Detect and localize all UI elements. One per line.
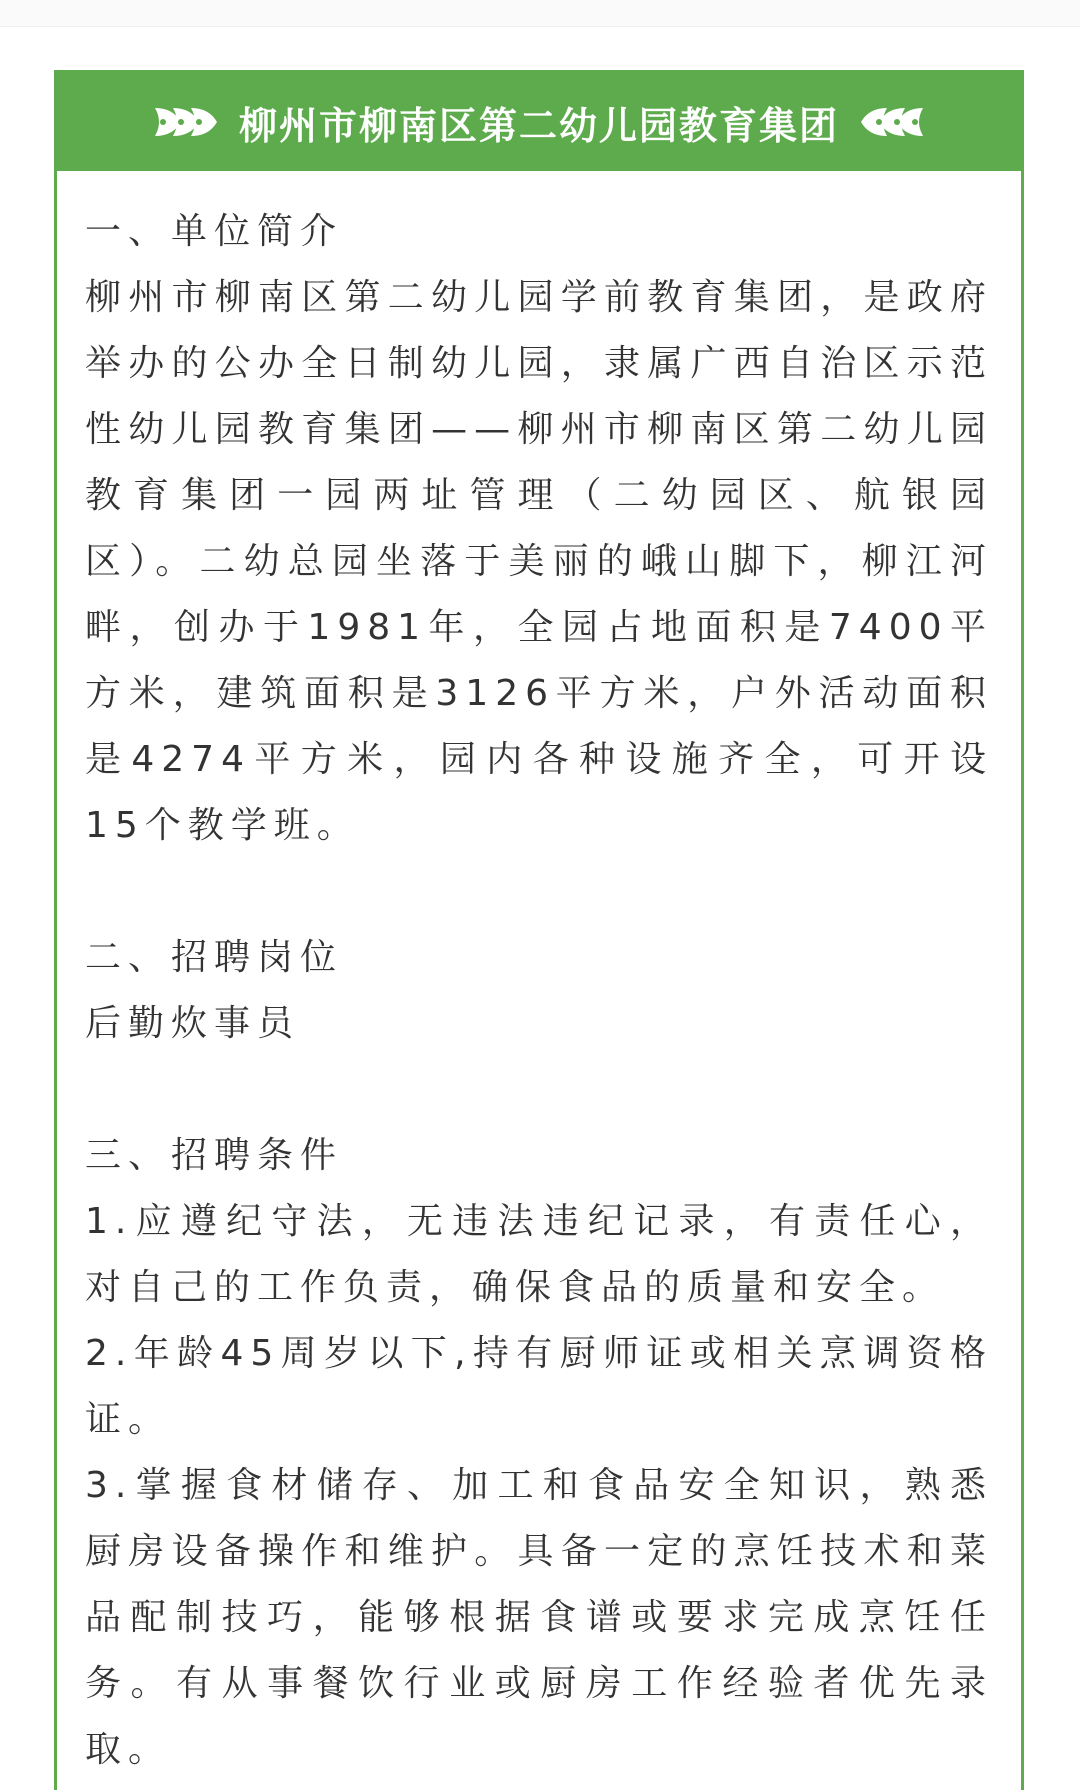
section-paragraph: 柳州市柳南区第二幼儿园学前教育集团，是政府举办的公办全日制幼儿园，隶属广西自治区示范性幼儿园教育集团——柳州市柳南区第二幼儿园教育集团一园两址管理（二幼园区、航银园区）。二幼总园坐落于美丽的峨山脚下，柳江河畔，创办于1981年，全园占地面积是7400平方米，建筑面积是3126平方米，户外活动面积是4274平方米，园内各种设施齐全，可开设15个教学班。 xyxy=(85,277,993,846)
card-header xyxy=(57,73,1021,171)
section-heading: 一、单位简介 xyxy=(85,211,344,252)
card-body xyxy=(57,171,1021,1783)
section-heading: 二、招聘岗位 xyxy=(85,937,344,978)
requirement-item: 3.掌握食材储存、加工和食品安全知识，熟悉厨房设备操作和维护。具备一定的烹饪技术和菜品配制技巧，能够根据食谱或要求完成烹饪任务。有从事餐饮行业或厨房工作经验者优先录取。 xyxy=(85,1465,993,1770)
section-position xyxy=(85,925,993,1057)
section-heading: 三、招聘条件 xyxy=(85,1135,344,1176)
section-requirements xyxy=(85,1123,993,1783)
top-strip xyxy=(0,0,1080,27)
requirement-item: 2.年龄45周岁以下,持有厨师证或相关烹调资格证。 xyxy=(85,1333,993,1440)
requirement-item: 1.应遵纪守法，无违法违纪记录，有责任心，对自己的工作负责，确保食品的质量和安全。 xyxy=(85,1201,993,1308)
section-intro xyxy=(85,199,993,859)
page-title: 柳州市柳南区第二幼儿园教育集团 xyxy=(238,103,839,148)
chevrons-left-icon xyxy=(857,102,927,142)
section-paragraph: 后勤炊事员 xyxy=(85,1003,301,1044)
article-card xyxy=(54,70,1024,1790)
chevrons-right-icon xyxy=(151,102,221,142)
